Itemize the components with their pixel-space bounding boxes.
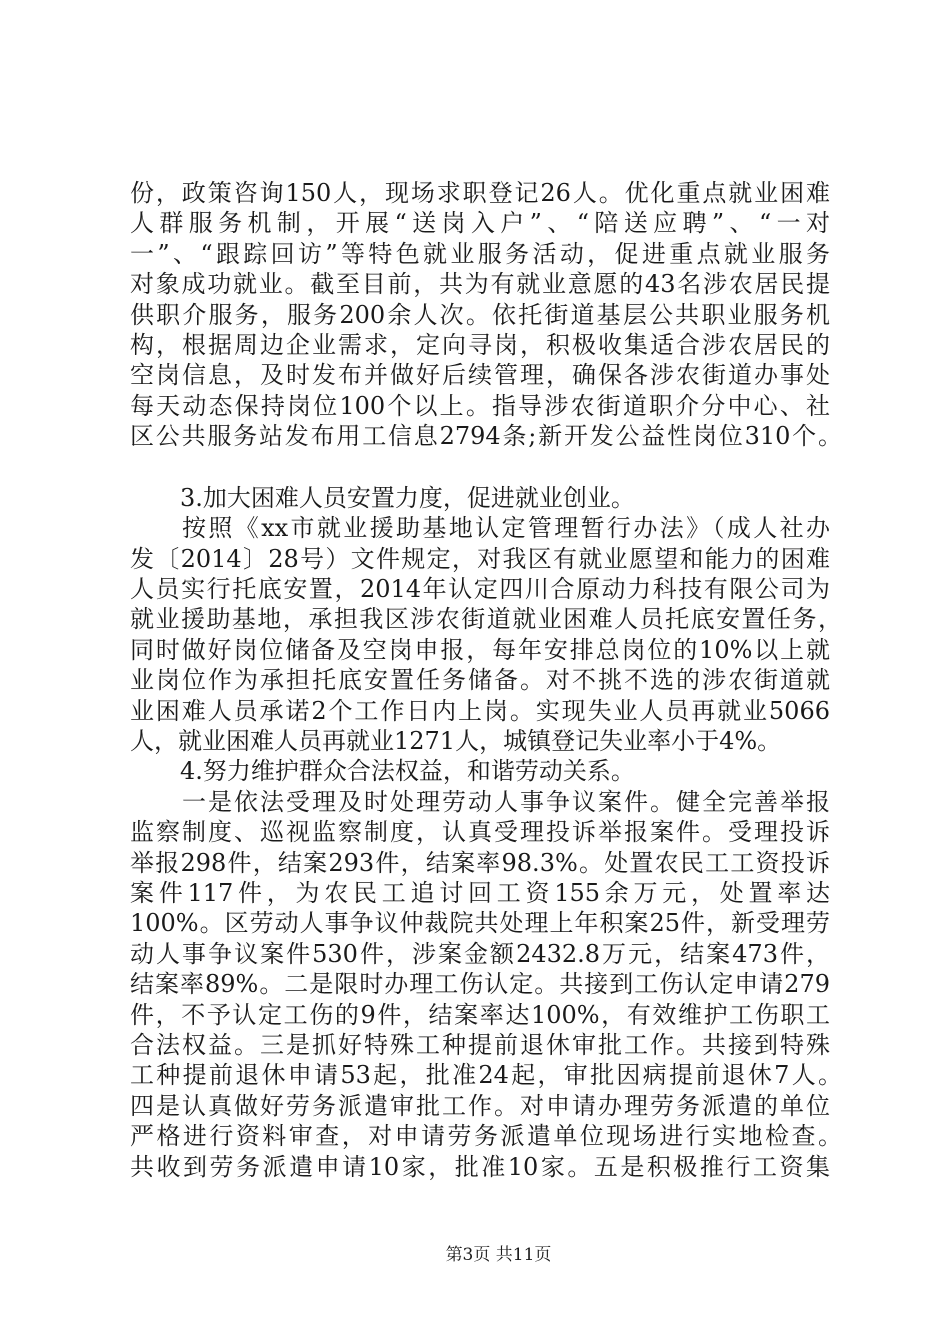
paragraph-gap [130, 452, 830, 483]
document-body [130, 178, 842, 1182]
text-line: 件，不予认定工伤的9件，结案率达100%，有效维护工伤职工 [130, 1000, 830, 1029]
text-line: 就业援助基地，承担我区涉农街道就业困难人员托底安置任务， [130, 605, 842, 634]
text-line: 空岗信息，及时发布并做好后续管理，确保各涉农街道办事处 [130, 361, 830, 390]
text-line: 对象成功就业。截至目前，共为有就业意愿的43名涉农居民提 [130, 270, 830, 299]
text-line: 严格进行资料审查，对申请劳务派遣单位现场进行实地检查。 [130, 1122, 842, 1151]
text-line: 100%。区劳动人事争议仲裁院共处理上年积案25件，新受理劳 [130, 909, 830, 938]
text-line: 区公共服务站发布用工信息2794条;新开发公益性岗位310个。 [130, 422, 842, 451]
text-line: 共收到劳务派遣申请10家，批准10家。五是积极推行工资集 [130, 1152, 830, 1181]
text-line: 业困难人员承诺2个工作日内上岗。实现失业人员再就业5066 [130, 696, 830, 725]
text-line: 发〔2014〕28号）文件规定，对我区有就业愿望和能力的困难 [130, 544, 830, 573]
text-line: 一是依法受理及时处理劳动人事争议案件。健全完善举报 [182, 787, 830, 816]
section-heading: 3.加大困难人员安置力度，促进就业创业。 [180, 483, 635, 512]
text-line: 举报298件，结案293件，结案率98.3%。处置农民工工资投诉 [130, 848, 830, 877]
text-line: 结案率89%。二是限时办理工伤认定。共接到工伤认定申请279 [130, 970, 830, 999]
text-line: 工种提前退休申请53起，批准24起，审批因病提前退休7人。 [130, 1061, 842, 1090]
text-line: 按照《xx市就业援助基地认定管理暂行办法》（成人社办 [182, 514, 830, 543]
text-line: 合法权益。三是抓好特殊工种提前退休审批工作。共接到特殊 [130, 1030, 830, 1059]
text-line: 人员实行托底安置，2014年认定四川合原动力科技有限公司为 [130, 575, 830, 604]
text-line: 份，政策咨询150人，现场求职登记26人。优化重点就业困难 [130, 179, 830, 207]
text-line: 供职介服务，服务200余人次。依托街道基层公共职业服务机 [130, 300, 830, 329]
text-line: 动人事争议案件530件，涉案金额2432.8万元，结案473件， [130, 939, 830, 968]
text-line: 监察制度、巡视监察制度，认真受理投诉举报案件。受理投诉 [130, 818, 830, 847]
text-line: 人群服务机制，开展“送岗入户”、“陪送应聘”、“一对 [130, 209, 830, 238]
text-line: 同时做好岗位储备及空岗申报，每年安排总岗位的10%以上就 [130, 635, 830, 664]
text-line: 人，就业困难人员再就业1271人，城镇登记失业率小于4%。 [130, 727, 782, 756]
text-line: 一”、“跟踪回访”等特色就业服务活动，促进重点就业服务 [130, 239, 830, 268]
text-line: 案件117件，为农民工追讨回工资155余万元，处置率达 [130, 878, 830, 907]
section-heading: 4.努力维护群众合法权益，和谐劳动关系。 [180, 757, 635, 786]
text-line: 构，根据周边企业需求，定向寻岗，积极收集适合涉农居民的 [130, 330, 830, 359]
text-line: 每天动态保持岗位100个以上。指导涉农街道职介分中心、社 [130, 391, 830, 420]
text-line: 业岗位作为承担托底安置任务储备。对不挑不选的涉农街道就 [130, 666, 830, 695]
text-line: 四是认真做好劳务派遣审批工作。对申请办理劳务派遣的单位 [130, 1091, 830, 1120]
page-number-footer: 第3页 共11页 [445, 1245, 552, 1265]
